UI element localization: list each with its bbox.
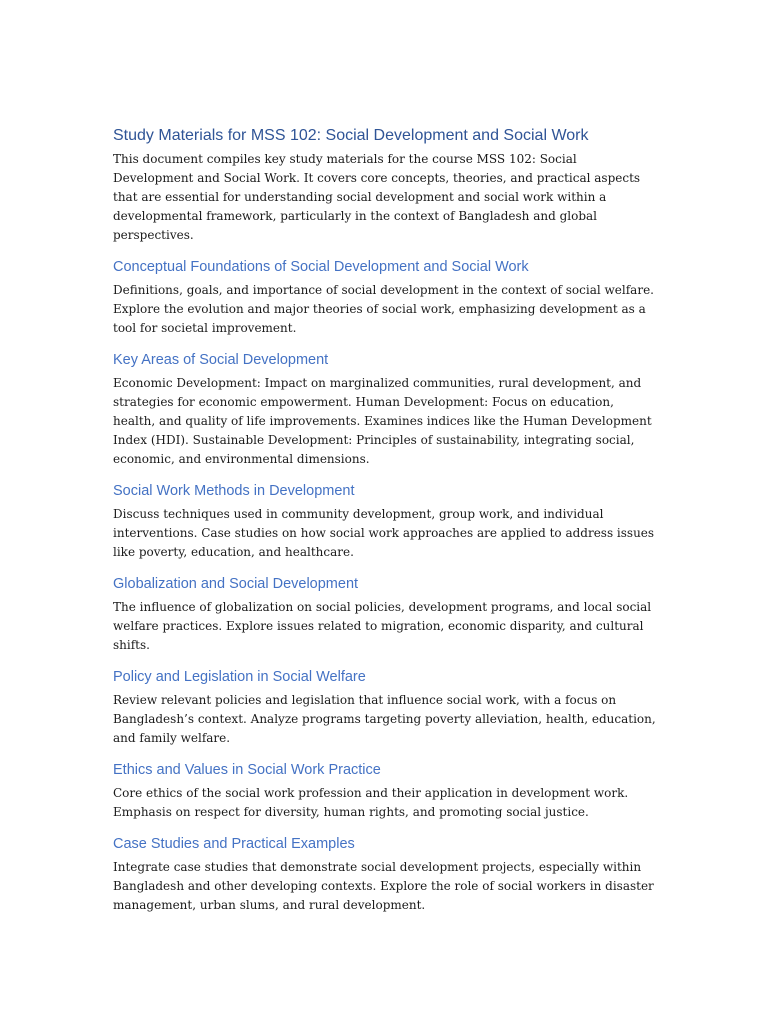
- section-social-work-methods: [113, 482, 658, 562]
- intro-paragraph: This document compiles key study materials for the course MSS 102: Social Development and Social Work. It covers core concepts, theories, and practical aspects that are essential for understanding social development and social work within a developmental framework, particularly in the context of Bangladesh and global perspectives.: [113, 152, 641, 242]
- section-globalization: [113, 575, 658, 655]
- section-heading: Globalization and Social Development: [113, 576, 359, 592]
- section-heading: Policy and Legislation in Social Welfare: [113, 669, 366, 685]
- section-heading: Ethics and Values in Social Work Practice: [113, 762, 381, 778]
- section-body: Definitions, goals, and importance of social development in the context of social welfare. Explore the evolution and major theories of social work, emphasizing development as a tool for societal improvement.: [113, 283, 654, 335]
- section-ethics-values: [113, 761, 658, 822]
- section-body: Discuss techniques used in community development, group work, and individual interventions. Case studies on how social work approaches are applied to address issues like poverty, education, and healthcare.: [113, 507, 655, 559]
- section-body: Economic Development: Impact on marginalized communities, rural development, and strategies for economic empowerment. Human Development: Focus on education, health, and quality of life improvements. Examines indices like the Human Development Index (HDI). Sustainable Development: Principles of sustainability, integrating social, economic, and environmental dimensions.: [113, 376, 652, 466]
- section-body: The influence of globalization on social policies, development programs, and local social welfare practices. Explore issues related to migration, economic disparity, and cultural shifts.: [113, 600, 652, 652]
- section-heading: Key Areas of Social Development: [113, 352, 329, 368]
- section-heading: Conceptual Foundations of Social Development and Social Work: [113, 259, 529, 275]
- section-heading: Case Studies and Practical Examples: [113, 836, 355, 852]
- section-heading: Social Work Methods in Development: [113, 483, 355, 499]
- section-policy-legislation: [113, 668, 658, 748]
- section-body: Core ethics of the social work profession and their application in development work. Emphasis on respect for diversity, human rights, and promoting social justice.: [113, 786, 629, 819]
- document-title: Study Materials for MSS 102: Social Development and Social Work: [113, 127, 589, 144]
- section-body: Integrate case studies that demonstrate social development projects, especially within Bangladesh and other developing contexts. Explore the role of social workers in disaster management, urban slums, and rural development.: [113, 860, 654, 912]
- section-key-areas: [113, 351, 658, 469]
- section-case-studies: [113, 835, 658, 915]
- section-body: Review relevant policies and legislation that influence social work, with a focus on Bangladesh’s context. Analyze programs targeting poverty alleviation, health, education, and family welfare.: [113, 693, 656, 745]
- section-conceptual-foundations: [113, 258, 658, 338]
